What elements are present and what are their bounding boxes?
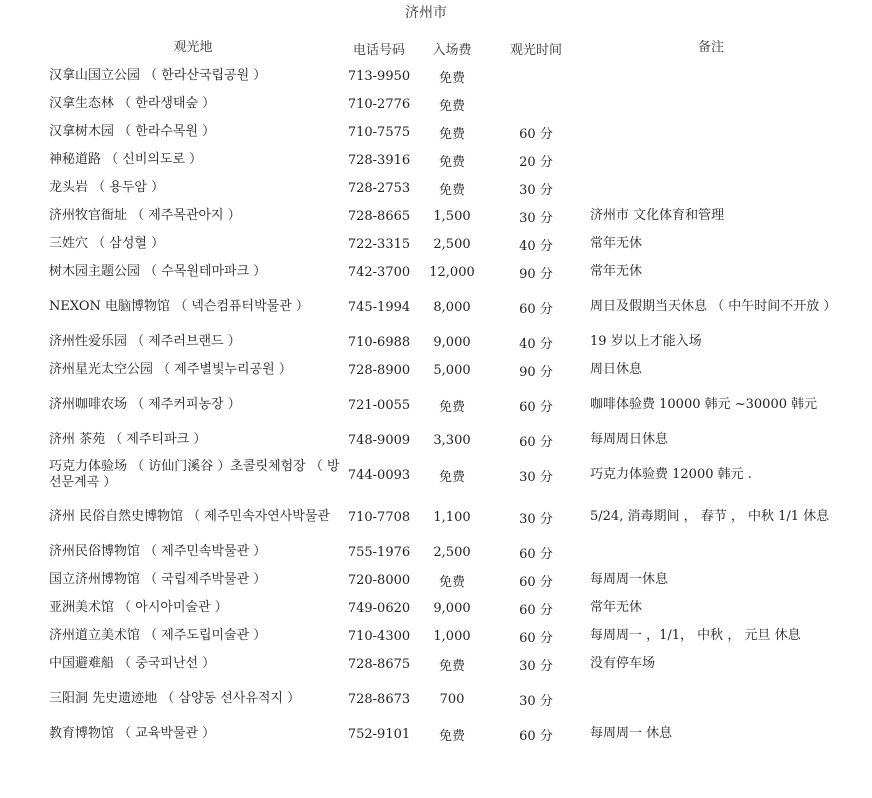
remark: 周日休息 <box>590 362 643 377</box>
phone-number: 728-2753 <box>347 180 411 196</box>
phone-number: 710-6988 <box>347 334 411 350</box>
admission-fee: 1,000 <box>433 628 471 644</box>
admission-fee: 700 <box>439 691 465 707</box>
visit-duration: 90 分 <box>519 266 553 282</box>
phone-number: 728-3916 <box>347 152 411 168</box>
remark: 每周周一 休息 <box>590 726 673 741</box>
attractions-table <box>46 34 836 748</box>
page-title: 济州市 <box>405 5 447 21</box>
visit-duration: 30 分 <box>519 658 553 674</box>
table-row <box>46 496 836 538</box>
table-row <box>46 678 836 720</box>
phone-number: 728-8675 <box>347 656 411 672</box>
admission-fee: 3,300 <box>433 432 471 448</box>
remark: 每周周一休息 <box>590 572 669 587</box>
table-row <box>46 566 836 594</box>
table-row <box>46 356 836 384</box>
admission-fee: 9,000 <box>433 600 471 616</box>
phone-number: 755-1976 <box>347 544 411 560</box>
attraction-name: 巧克力体验场 （ 访仙门溪谷 ）초콜릿체험장 （ 방선문계곡 ） <box>49 459 340 490</box>
table-row <box>46 202 836 230</box>
phone-number: 710-7575 <box>347 124 411 140</box>
attraction-name: 济州 茶苑 （ 제주티파크 ） <box>49 432 207 447</box>
table-row <box>46 454 836 496</box>
remark: 每周周一 ，1/1， 中秋 ， 元旦 休息 <box>590 628 801 643</box>
phone-number: 710-7708 <box>347 509 411 525</box>
phone-number: 728-8900 <box>347 362 411 378</box>
table-row <box>46 174 836 202</box>
admission-fee: 免费 <box>438 469 465 485</box>
visit-duration: 90 分 <box>519 364 553 380</box>
header-note: 备注 <box>697 40 724 55</box>
admission-fee: 免费 <box>438 126 465 142</box>
table-row <box>46 384 836 426</box>
remark: 周日及假期当天休息 （ 中午时间不开放 ） <box>590 299 837 314</box>
table-row <box>46 230 836 258</box>
remark: 常年无休 <box>590 264 643 279</box>
table-row <box>46 118 836 146</box>
attraction-name: 树木园主题公园 （ 수목원테마파크 ） <box>49 264 267 279</box>
admission-fee: 免费 <box>438 98 465 114</box>
visit-duration: 60 分 <box>519 546 553 562</box>
header-fee: 入场费 <box>432 42 472 58</box>
phone-number: 721-0055 <box>347 397 411 413</box>
table-header <box>46 34 836 62</box>
visit-duration: 30 分 <box>519 511 553 527</box>
table-row <box>46 62 836 90</box>
phone-number: 728-8673 <box>347 691 411 707</box>
attraction-name: 中国避难船 （ 중국피난선 ） <box>49 656 216 671</box>
table-row <box>46 90 836 118</box>
attraction-name: 亚洲美术馆 （ 아시아미술관 ） <box>49 600 228 615</box>
admission-fee: 12,000 <box>429 264 475 280</box>
visit-duration: 20 分 <box>519 154 553 170</box>
attraction-name: 神秘道路 （ 신비의도로 ） <box>49 152 203 167</box>
attraction-name: 济州性爱乐园 （ 제주러브랜드 ） <box>49 334 241 349</box>
table-row <box>46 538 836 566</box>
phone-number: 710-2776 <box>347 96 411 112</box>
attraction-name: NEXON 电脑博物馆 （ 넥슨컴퓨터박물관 ） <box>49 299 309 314</box>
attraction-name: 济州民俗博物馆 （ 제주민속박물관 ） <box>49 544 267 559</box>
table-row <box>46 286 836 328</box>
admission-fee: 5,000 <box>433 362 471 378</box>
visit-duration: 40 分 <box>519 336 553 352</box>
attraction-name: 汉拿生态林 （ 한라생태숲 ） <box>49 96 216 111</box>
visit-duration: 60 分 <box>519 630 553 646</box>
admission-fee: 2,500 <box>433 544 471 560</box>
phone-number: 745-1994 <box>347 299 411 315</box>
admission-fee: 免费 <box>438 399 465 415</box>
phone-number: 728-8665 <box>347 208 411 224</box>
remark: 每周周日休息 <box>590 432 669 447</box>
table-row <box>46 146 836 174</box>
remark: 巧克力体验费 12000 韩元 . <box>590 467 752 482</box>
attraction-name: 济州咖啡农场 （ 제주커피농장 ） <box>49 397 241 412</box>
admission-fee: 8,000 <box>433 299 471 315</box>
admission-fee: 免费 <box>438 154 465 170</box>
attraction-name: 国立济州博物馆 （ 국립제주박물관 ） <box>49 572 267 587</box>
remark: 常年无休 <box>590 236 643 251</box>
admission-fee: 免费 <box>438 658 465 674</box>
visit-duration: 30 分 <box>519 182 553 198</box>
attraction-name: 济州道立美术馆 （ 제주도립미술관 ） <box>49 628 267 643</box>
table-row <box>46 650 836 678</box>
header-name: 观光地 <box>173 40 213 55</box>
admission-fee: 9,000 <box>433 334 471 350</box>
phone-number: 748-9009 <box>347 432 411 448</box>
table-row <box>46 594 836 622</box>
attraction-name: 三阳洞 先史遗迹地 （ 삼양동 선사유적지 ） <box>49 691 301 706</box>
phone-number: 752-9101 <box>347 726 411 742</box>
phone-number: 713-9950 <box>347 68 411 84</box>
table-row <box>46 622 836 650</box>
phone-number: 744-0093 <box>347 467 411 483</box>
visit-duration: 60 分 <box>519 574 553 590</box>
phone-number: 720-8000 <box>347 572 411 588</box>
table-row <box>46 328 836 356</box>
phone-number: 710-4300 <box>347 628 411 644</box>
header-phone: 电话号码 <box>352 42 405 58</box>
table-body <box>46 62 836 748</box>
attraction-name: 汉拿山国立公园 （ 한라산국립공원 ） <box>49 68 267 83</box>
visit-duration: 60 分 <box>519 728 553 744</box>
attraction-name: 济州牧官衙址 （ 제주목관아지 ） <box>49 208 241 223</box>
attraction-name: 三姓穴 （ 삼성혈 ） <box>49 236 165 251</box>
phone-number: 749-0620 <box>347 600 411 616</box>
admission-fee: 免费 <box>438 574 465 590</box>
remark: 没有停车场 <box>590 656 656 671</box>
admission-fee: 2,500 <box>433 236 471 252</box>
visit-duration: 30 分 <box>519 210 553 226</box>
remark: 济州市 文化体育和管理 <box>590 208 725 223</box>
remark: 常年无休 <box>590 600 643 615</box>
visit-duration: 30 分 <box>519 469 553 485</box>
admission-fee: 免费 <box>438 182 465 198</box>
visit-duration: 60 分 <box>519 602 553 618</box>
attraction-name: 济州 民俗自然史博物馆 （ 제주민속자연사박물관 <box>49 509 330 524</box>
visit-duration: 40 分 <box>519 238 553 254</box>
attraction-name: 汉拿树木园 （ 한라수목원 ） <box>49 124 216 139</box>
admission-fee: 免费 <box>438 70 465 86</box>
header-time: 观光时间 <box>509 42 562 58</box>
admission-fee: 1,100 <box>433 509 471 525</box>
table-row <box>46 720 836 748</box>
visit-duration: 60 分 <box>519 126 553 142</box>
visit-duration: 60 分 <box>519 434 553 450</box>
remark: 咖啡体验费 10000 韩元 ~30000 韩元 <box>590 397 818 412</box>
remark: 5/24, 消毒期间 ， 春节 ， 中秋 1/1 休息 <box>590 509 830 524</box>
phone-number: 742-3700 <box>347 264 411 280</box>
attraction-name: 济州星光太空公园 （ 제주별빛누리공원 ） <box>49 362 292 377</box>
admission-fee: 免费 <box>438 728 465 744</box>
phone-number: 722-3315 <box>347 236 411 252</box>
attraction-name: 教育博物馆 （ 교육박물관 ） <box>49 726 216 741</box>
table-row <box>46 258 836 286</box>
attraction-name: 龙头岩 （ 용두암 ） <box>49 180 165 195</box>
visit-duration: 60 分 <box>519 399 553 415</box>
admission-fee: 1,500 <box>433 208 471 224</box>
visit-duration: 30 分 <box>519 693 553 709</box>
remark: 19 岁以上才能入场 <box>590 334 702 349</box>
table-row <box>46 426 836 454</box>
visit-duration: 60 分 <box>519 301 553 317</box>
